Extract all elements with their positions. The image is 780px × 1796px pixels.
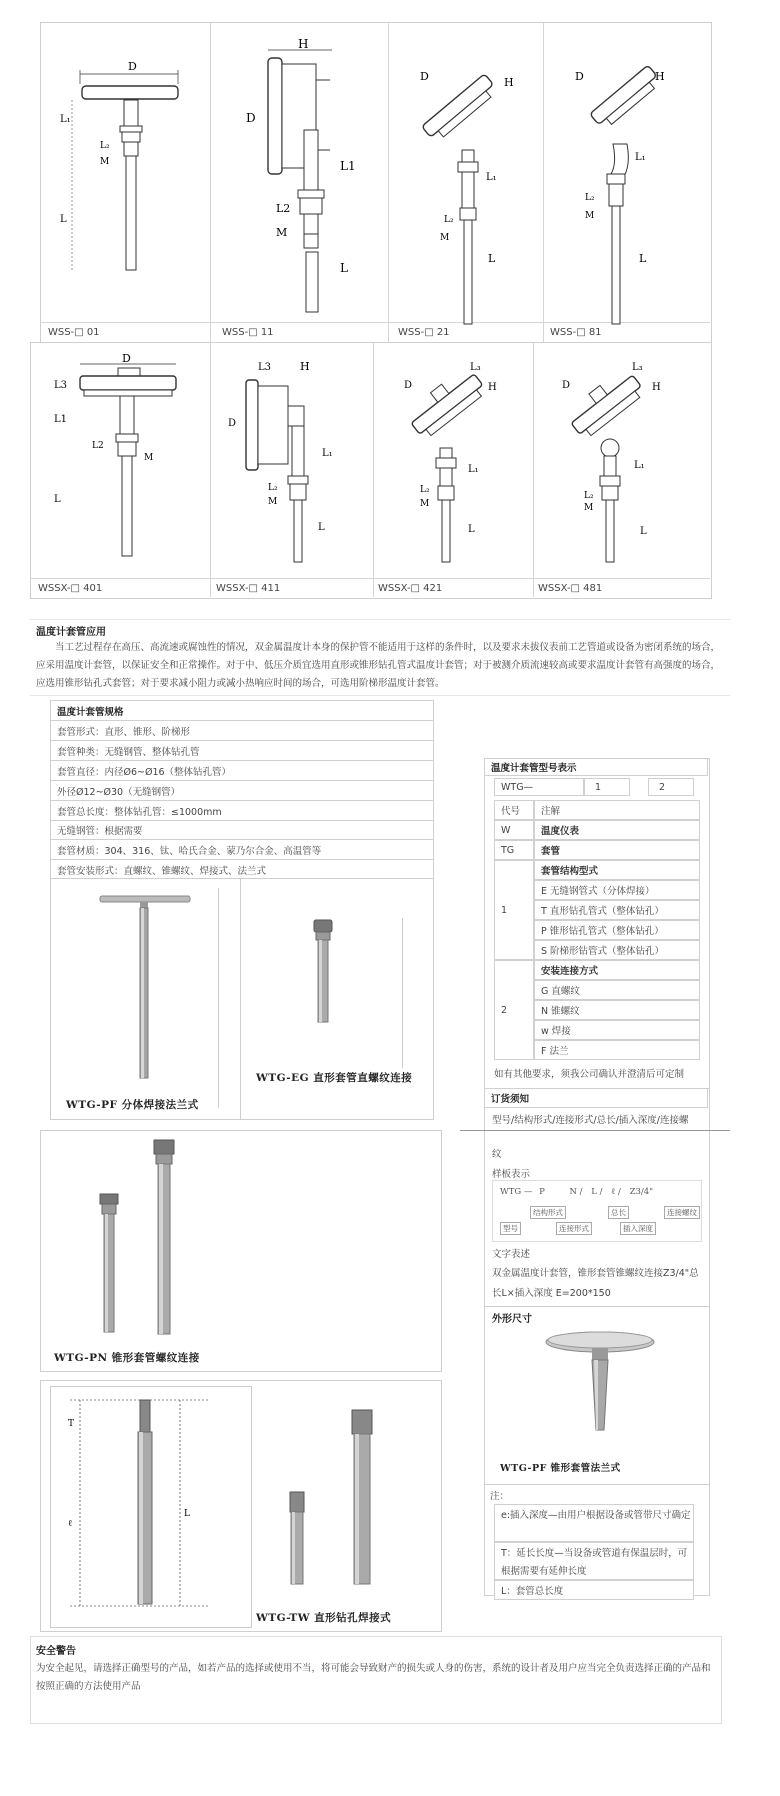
svg-text:L2: L2 bbox=[276, 202, 291, 215]
svg-text:L₁: L₁ bbox=[634, 460, 645, 471]
svg-text:L: L bbox=[640, 526, 647, 537]
wss-21-diagram bbox=[400, 50, 540, 320]
model-g1-item: P 锥形钻孔管式（整体钻孔） bbox=[534, 920, 700, 940]
svg-text:L₂: L₂ bbox=[268, 483, 278, 493]
svg-text:L₁: L₁ bbox=[60, 114, 71, 125]
sample-label: Z3/4" bbox=[629, 1187, 654, 1197]
sample-label: P bbox=[539, 1187, 545, 1197]
svg-text:L1: L1 bbox=[340, 159, 356, 173]
model-g2-code: 2 bbox=[494, 960, 534, 1060]
eg-product-image bbox=[250, 900, 420, 1040]
sample-note: 插入深度 bbox=[620, 1222, 656, 1235]
pf-caption: WTG-PF 分体焊接法兰式 bbox=[66, 1099, 199, 1111]
svg-text:H: H bbox=[488, 382, 497, 393]
svg-text:D: D bbox=[562, 380, 571, 391]
model-title: 温度计套管型号表示 bbox=[484, 758, 708, 776]
wss-11-diagram bbox=[220, 37, 380, 320]
pf2-caption: WTG-PF 锥形套管法兰式 bbox=[500, 1463, 621, 1474]
sample-title: 样板表示 bbox=[492, 1169, 531, 1180]
sample-note: 总长 bbox=[608, 1206, 629, 1219]
text-title: 文字表述 bbox=[492, 1249, 531, 1260]
svg-text:L₂: L₂ bbox=[444, 215, 454, 225]
svg-text:L: L bbox=[54, 494, 61, 505]
application-text: 当工艺过程存在高压、高流速或腐蚀性的情况，双金属温度计本身的保护管不能适用于这样的条件时，以及要求未拔仪表前工艺管道或设备为密闭系统的场合，应采用温度计套管，以保证安全和正常操作。对于中、低压介质宜选用直形或锥形钻孔管式温度计套管；对于被测介质流速较高或要求温度计套管有高强度的场合，应选用锥形钻孔式套管；对于要求减小阻力或减小热响应时间的场合，可选用阶梯形温度计套管。 bbox=[36, 642, 721, 689]
svg-text:M: M bbox=[585, 211, 595, 221]
svg-text:L₁: L₁ bbox=[486, 172, 497, 183]
model-footnote: 如有其他要求，须我公司确认并澄清后可定制 bbox=[494, 1069, 685, 1080]
svg-text:M: M bbox=[584, 503, 594, 513]
sample-label: ℓ bbox=[611, 1187, 616, 1197]
diagram-caption-wss-21: WSS-□ 21 bbox=[398, 327, 450, 338]
spec-row: 套管直径：内径Ø6~Ø16（整体钻孔管） bbox=[51, 761, 433, 781]
svg-text:L₁: L₁ bbox=[468, 464, 479, 475]
model-tg-note: 套管 bbox=[534, 840, 700, 860]
model-w-note: 温度仪表 bbox=[534, 820, 700, 840]
sample-note: 结构形式 bbox=[530, 1206, 566, 1219]
svg-text:D: D bbox=[404, 380, 413, 391]
spec-title: 温度计套管规格 bbox=[51, 701, 433, 721]
svg-text:L: L bbox=[184, 1509, 190, 1519]
safety-text: 为安全起见，请选择正确型号的产品，如若产品的选择或使用不当，将可能会导致财产的损失或人身的伤害，系统的设计者及用户应当完全负责选择正确的产品和按照正确的方法使用产品 bbox=[36, 1663, 711, 1692]
note-item: T：延长长度—当设备或管道有保温层时，可根据需要有延伸长度 bbox=[494, 1542, 694, 1580]
svg-text:H: H bbox=[652, 382, 661, 393]
sample-label: N bbox=[569, 1187, 577, 1197]
sample-label: L bbox=[591, 1187, 597, 1197]
diagram-caption-wss-81: WSS-□ 81 bbox=[550, 327, 602, 338]
model-g1-title: 套管结构型式 bbox=[534, 860, 700, 880]
tw-drawing bbox=[60, 1396, 240, 1616]
model-g1-item: T 直形钻孔管式（整体钻孔） bbox=[534, 900, 700, 920]
wssx-481-diagram bbox=[540, 352, 700, 577]
svg-text:H: H bbox=[298, 37, 309, 51]
model-code-prefix: WTG— bbox=[494, 778, 584, 796]
svg-text:H: H bbox=[655, 70, 665, 83]
application-title: 温度计套管应用 bbox=[36, 627, 106, 638]
order-line2: 纹 bbox=[492, 1149, 502, 1160]
spec-row: 套管总长度：整体钻孔管：≤1000mm bbox=[51, 801, 433, 821]
svg-text:L₂: L₂ bbox=[585, 193, 595, 203]
wss-81-diagram bbox=[555, 50, 700, 320]
svg-text:D: D bbox=[420, 70, 429, 83]
svg-text:M: M bbox=[440, 233, 450, 243]
svg-text:D: D bbox=[228, 418, 237, 429]
svg-text:T: T bbox=[68, 1419, 75, 1429]
tw-product-image bbox=[270, 1410, 420, 1590]
model-header-code: 代号 bbox=[494, 800, 534, 820]
spec-row: 套管种类：无缝钢管、整体钻孔管 bbox=[51, 741, 433, 761]
svg-text:D: D bbox=[575, 70, 584, 83]
pf-product-image bbox=[60, 888, 230, 1088]
spec-row: 套管安装形式：直螺纹、锥螺纹、焊接式、法兰式 bbox=[57, 865, 267, 877]
svg-text:L₂: L₂ bbox=[420, 485, 430, 495]
svg-text:L₁: L₁ bbox=[635, 152, 646, 163]
model-code-1: 1 bbox=[584, 778, 630, 796]
svg-text:L₂: L₂ bbox=[584, 491, 594, 501]
svg-text:ℓ: ℓ bbox=[68, 1519, 73, 1529]
model-code-2: 2 bbox=[648, 778, 694, 796]
svg-text:M: M bbox=[268, 497, 278, 507]
spec-row: 套管材质：304、316、钛、哈氏合金、蒙乃尔合金、高温管等 bbox=[51, 840, 433, 860]
model-g1-item: S 阶梯形钻管式（整体钻孔） bbox=[534, 940, 700, 960]
model-header-note: 注解 bbox=[534, 800, 700, 820]
wss-01-diagram bbox=[50, 50, 200, 320]
order-title: 订货须知 bbox=[484, 1088, 708, 1108]
model-w-code: W bbox=[494, 820, 534, 840]
svg-text:M: M bbox=[100, 157, 110, 167]
notes-title: 注： bbox=[490, 1491, 510, 1502]
sample-note: 连接形式 bbox=[556, 1222, 592, 1235]
svg-text:D: D bbox=[246, 111, 256, 125]
pn-caption: WTG-PN 锥形套管螺纹连接 bbox=[54, 1352, 200, 1364]
sample-note: 连接螺纹 bbox=[664, 1206, 700, 1219]
pf2-product-image bbox=[520, 1326, 680, 1446]
svg-text:L: L bbox=[340, 261, 348, 275]
safety-title: 安全警告 bbox=[36, 1646, 76, 1657]
diagram-caption-wssx-421: WSSX-□ 421 bbox=[378, 583, 443, 594]
svg-text:L3: L3 bbox=[258, 362, 272, 373]
model-g1-code: 1 bbox=[494, 860, 534, 960]
wssx-421-diagram bbox=[380, 352, 530, 577]
note-item: L：套管总长度 bbox=[494, 1580, 694, 1600]
model-g2-item: F 法兰 bbox=[534, 1040, 700, 1060]
svg-text:L1: L1 bbox=[54, 414, 68, 425]
svg-text:L₃: L₃ bbox=[470, 362, 481, 373]
order-line1: 型号/结构形式/连接形式/总长/插入深度/连接螺 bbox=[492, 1115, 689, 1126]
wssx-401-diagram bbox=[40, 352, 205, 577]
text-body: 双金属温度计套管，锥形套管锥螺纹连接Z3/4"总长L×插入深度 E=200*150 bbox=[492, 1268, 699, 1299]
svg-text:L: L bbox=[60, 214, 67, 225]
model-g2-item: w 焊接 bbox=[534, 1020, 700, 1040]
spec-row: 无缝钢管：根据需要 bbox=[51, 821, 433, 840]
tw-caption: WTG-TW 直形钻孔焊接式 bbox=[256, 1612, 392, 1624]
model-g1-item: E 无缝钢管式（分体焊接） bbox=[534, 880, 700, 900]
svg-text:M: M bbox=[420, 499, 430, 509]
diagram-caption-wssx-481: WSSX-□ 481 bbox=[538, 583, 603, 594]
diagram-caption-wss-11: WSS-□ 11 bbox=[222, 327, 274, 338]
outline-title: 外形尺寸 bbox=[492, 1314, 532, 1325]
svg-text:L2: L2 bbox=[92, 441, 104, 451]
diagram-caption-wss-01: WSS-□ 01 bbox=[48, 327, 100, 338]
svg-text:L: L bbox=[488, 252, 496, 265]
model-g2-title: 安装连接方式 bbox=[534, 960, 700, 980]
spec-row: 外径Ø12~Ø30（无缝钢管） bbox=[51, 781, 433, 801]
sample-note: 型号 bbox=[500, 1222, 521, 1235]
diagram-caption-wssx-411: WSSX-□ 411 bbox=[216, 583, 281, 594]
model-g2-item: N 锥螺纹 bbox=[534, 1000, 700, 1020]
diagram-caption-wssx-401: WSSX-□ 401 bbox=[38, 583, 103, 594]
svg-text:L: L bbox=[468, 524, 475, 535]
svg-text:L: L bbox=[318, 522, 325, 533]
note-item: e:插入深度—由用户根据设备或管带尺寸确定 bbox=[494, 1504, 694, 1542]
svg-text:L₁: L₁ bbox=[322, 448, 333, 459]
svg-text:L₂: L₂ bbox=[100, 141, 110, 151]
svg-text:M: M bbox=[144, 453, 154, 463]
pn-product-image bbox=[80, 1140, 280, 1340]
svg-text:L3: L3 bbox=[54, 380, 68, 391]
svg-text:L₃: L₃ bbox=[632, 362, 643, 373]
svg-text:L: L bbox=[639, 252, 647, 265]
svg-text:M: M bbox=[276, 226, 288, 239]
svg-text:H: H bbox=[504, 76, 514, 89]
spec-row: 套管形式：直形、锥形、阶梯形 bbox=[51, 721, 433, 741]
eg-caption: WTG-EG 直形套管直螺纹连接 bbox=[256, 1072, 413, 1084]
wssx-411-diagram bbox=[218, 352, 368, 577]
dim-D: D bbox=[128, 60, 137, 73]
svg-text:H: H bbox=[300, 360, 310, 373]
spec-table bbox=[50, 700, 434, 880]
svg-text:D: D bbox=[122, 352, 131, 365]
model-g2-item: G 直螺纹 bbox=[534, 980, 700, 1000]
sample-label: WTG bbox=[500, 1187, 522, 1197]
model-tg-code: TG bbox=[494, 840, 534, 860]
